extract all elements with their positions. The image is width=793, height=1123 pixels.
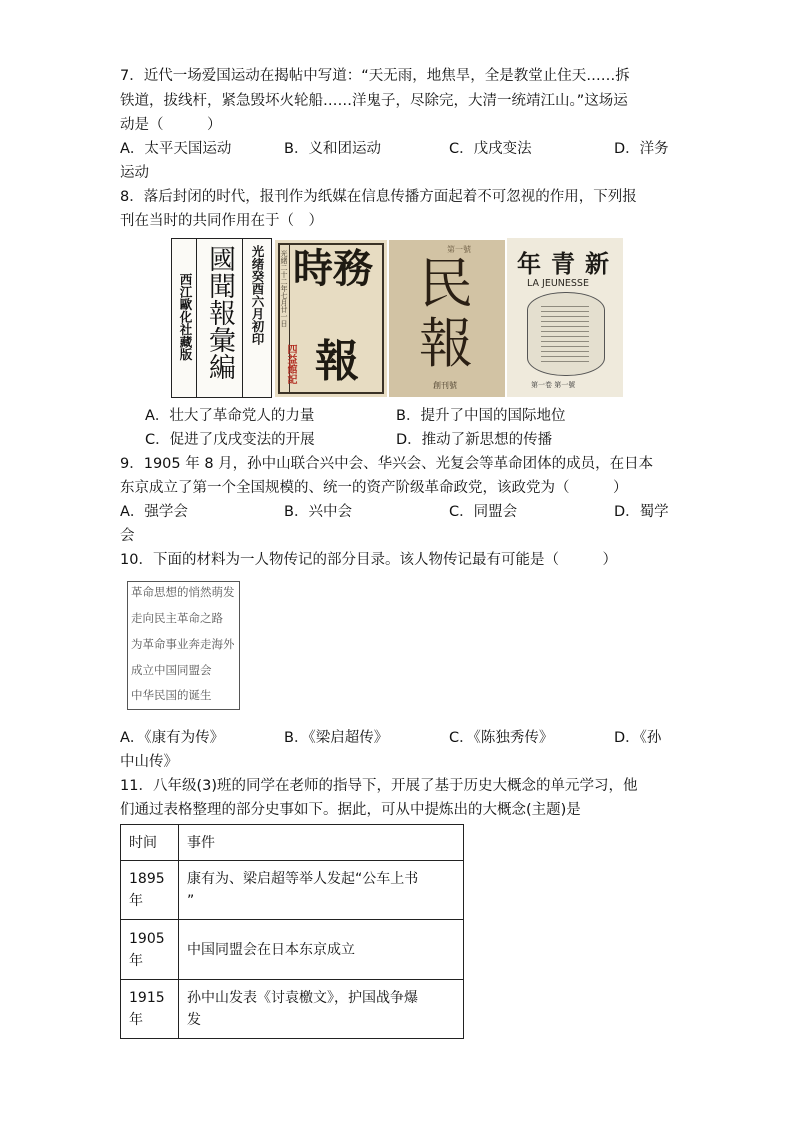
guowenbao-title: 國聞報彙編 bbox=[204, 245, 235, 380]
q10-option-b[interactable]: B．《梁启超传》 bbox=[284, 730, 389, 746]
xinqingnian-subtitle: LA JEUNESSE bbox=[527, 278, 589, 289]
xinqingnian-portrait-grid bbox=[541, 304, 589, 362]
q7-stem-line2: 铁道，拔线杆，紧急毁坏火轮船……洋鬼子，尽除完，大清一统靖江山。”这场运 bbox=[120, 93, 628, 109]
q9-option-d-wrap: 会 bbox=[120, 528, 135, 544]
q9-option-d[interactable]: D．蜀学 bbox=[614, 504, 669, 520]
table-cell-year bbox=[121, 861, 179, 920]
year-text: 1915 bbox=[129, 990, 165, 1006]
table-cell-event bbox=[179, 861, 464, 920]
table-cell-event bbox=[179, 920, 464, 980]
guowenbao-cover-image bbox=[171, 238, 272, 398]
table-cell-event bbox=[179, 980, 464, 1039]
q7-stem-line3: 动是（ ） bbox=[120, 117, 222, 133]
q10-stem: 10．下面的材料为一人物传记的部分目录。该人物传记最有可能是（ ） bbox=[120, 552, 617, 568]
q8-stem-line1: 8．落后封闭的时代，报刊作为纸媒在信息传播方面起着不可忽视的作用，下列报 bbox=[120, 189, 637, 205]
minbao-title-top: 民 bbox=[419, 252, 473, 315]
shiwubao-cover-image bbox=[275, 240, 387, 397]
xinqingnian-cover-image bbox=[507, 238, 623, 397]
q7-option-a[interactable]: A．太平天国运动 bbox=[120, 141, 232, 157]
q7-option-c[interactable]: C．戊戌变法 bbox=[449, 141, 532, 157]
q7-stem-line1: 7．近代一场爱国运动在揭帖中写道：“天无雨，地焦旱，全是教堂止住天……拆 bbox=[120, 68, 630, 84]
event-text-wrap: ” bbox=[187, 893, 195, 909]
guowenbao-publisher-text: 西江歐化社藏版 bbox=[178, 273, 193, 361]
shiwubao-title-bottom: 報 bbox=[315, 336, 359, 387]
year-unit-text: 年 bbox=[129, 952, 143, 969]
table-header-time: 时间 bbox=[121, 825, 179, 861]
year-unit-text: 年 bbox=[129, 893, 143, 909]
event-text: 中国同盟会在日本东京成立 bbox=[187, 941, 355, 958]
q10-option-a[interactable]: A．《康有为传》 bbox=[120, 730, 225, 746]
minbao-issue-text: 第一號 bbox=[447, 245, 471, 254]
event-text: 康有为、梁启超等举人发起“公车上书 bbox=[187, 871, 419, 887]
q11-stem-line2: 们通过表格整理的部分史事如下。据此，可从中提炼出的大概念(主题)是 bbox=[120, 802, 581, 818]
q8-option-d[interactable]: D．推动了新思想的传播 bbox=[396, 432, 553, 448]
toc-item: 为革命事业奔走海外 bbox=[131, 637, 235, 651]
toc-item: 革命思想的悄然萌发 bbox=[131, 585, 235, 599]
table-header-event: 事件 bbox=[179, 825, 464, 861]
table-row bbox=[121, 920, 464, 980]
q9-option-b[interactable]: B．兴中会 bbox=[284, 504, 352, 520]
year-text: 1905 bbox=[129, 930, 165, 947]
xinqingnian-footer-text: 第一卷 第一號 bbox=[531, 381, 576, 389]
table-cell-year bbox=[121, 980, 179, 1039]
event-text: 孙中山发表《讨袁檄文》，护国战争爆 bbox=[187, 990, 418, 1006]
q10-option-c[interactable]: C．《陈独秀传》 bbox=[449, 730, 554, 746]
biography-contents-box bbox=[127, 581, 240, 710]
minbao-title-bottom: 報 bbox=[419, 312, 473, 375]
minbao-footer-text: 創刊號 bbox=[433, 381, 457, 390]
q8-option-c[interactable]: C．促进了戊戌变法的开展 bbox=[145, 432, 315, 448]
q9-stem-line2: 东京成立了第一个全国规模的、统一的资产阶级革命政党，该政党为（ ） bbox=[120, 480, 628, 496]
shiwubao-date-text: 光緒二十二年七月廿一日 bbox=[280, 250, 288, 327]
toc-item: 走向民主革命之路 bbox=[131, 611, 223, 625]
q8-option-b[interactable]: B．提升了中国的国际地位 bbox=[396, 408, 566, 424]
event-text-wrap: 发 bbox=[187, 1012, 201, 1028]
table-header-row bbox=[121, 825, 464, 861]
q9-stem-line1: 9．1905 年 8 月，孙中山联合兴中会、华兴会、光复会等革命团体的成员，在日本 bbox=[120, 456, 654, 472]
q9-option-a[interactable]: A．强学会 bbox=[120, 504, 188, 520]
table-row bbox=[121, 980, 464, 1039]
q7-option-d[interactable]: D．洋务 bbox=[614, 141, 669, 157]
q8-stem-line2: 刊在当时的共同作用在于（ ） bbox=[120, 213, 323, 229]
q10-option-d-wrap: 中山传》 bbox=[120, 754, 178, 770]
shiwubao-title-top: 時務 bbox=[293, 245, 373, 292]
q7-option-d-wrap: 运动 bbox=[120, 165, 149, 181]
toc-item: 中华民国的诞生 bbox=[131, 688, 212, 702]
q8-option-a[interactable]: A．壮大了革命党人的力量 bbox=[145, 408, 315, 424]
q9-option-c[interactable]: C．同盟会 bbox=[449, 504, 518, 520]
q7-option-b[interactable]: B．义和团运动 bbox=[284, 141, 381, 157]
q10-option-d[interactable]: D．《孙 bbox=[614, 730, 662, 746]
shiwubao-red-stamp: 四益館記 bbox=[285, 344, 296, 384]
guowenbao-date-text: 光绪癸酉六月初印 bbox=[250, 245, 265, 345]
table-row bbox=[121, 861, 464, 920]
xinqingnian-title: 年青新 bbox=[517, 249, 619, 278]
history-events-table bbox=[120, 824, 464, 1039]
minbao-cover-image bbox=[389, 240, 505, 397]
year-text: 1895 bbox=[129, 871, 165, 887]
toc-item: 成立中国同盟会 bbox=[131, 663, 212, 677]
table-cell-year bbox=[121, 920, 179, 980]
q11-stem-line1: 11．八年级(3)班的同学在老师的指导下，开展了基于历史大概念的单元学习，他 bbox=[120, 778, 638, 794]
year-unit-text: 年 bbox=[129, 1012, 143, 1028]
